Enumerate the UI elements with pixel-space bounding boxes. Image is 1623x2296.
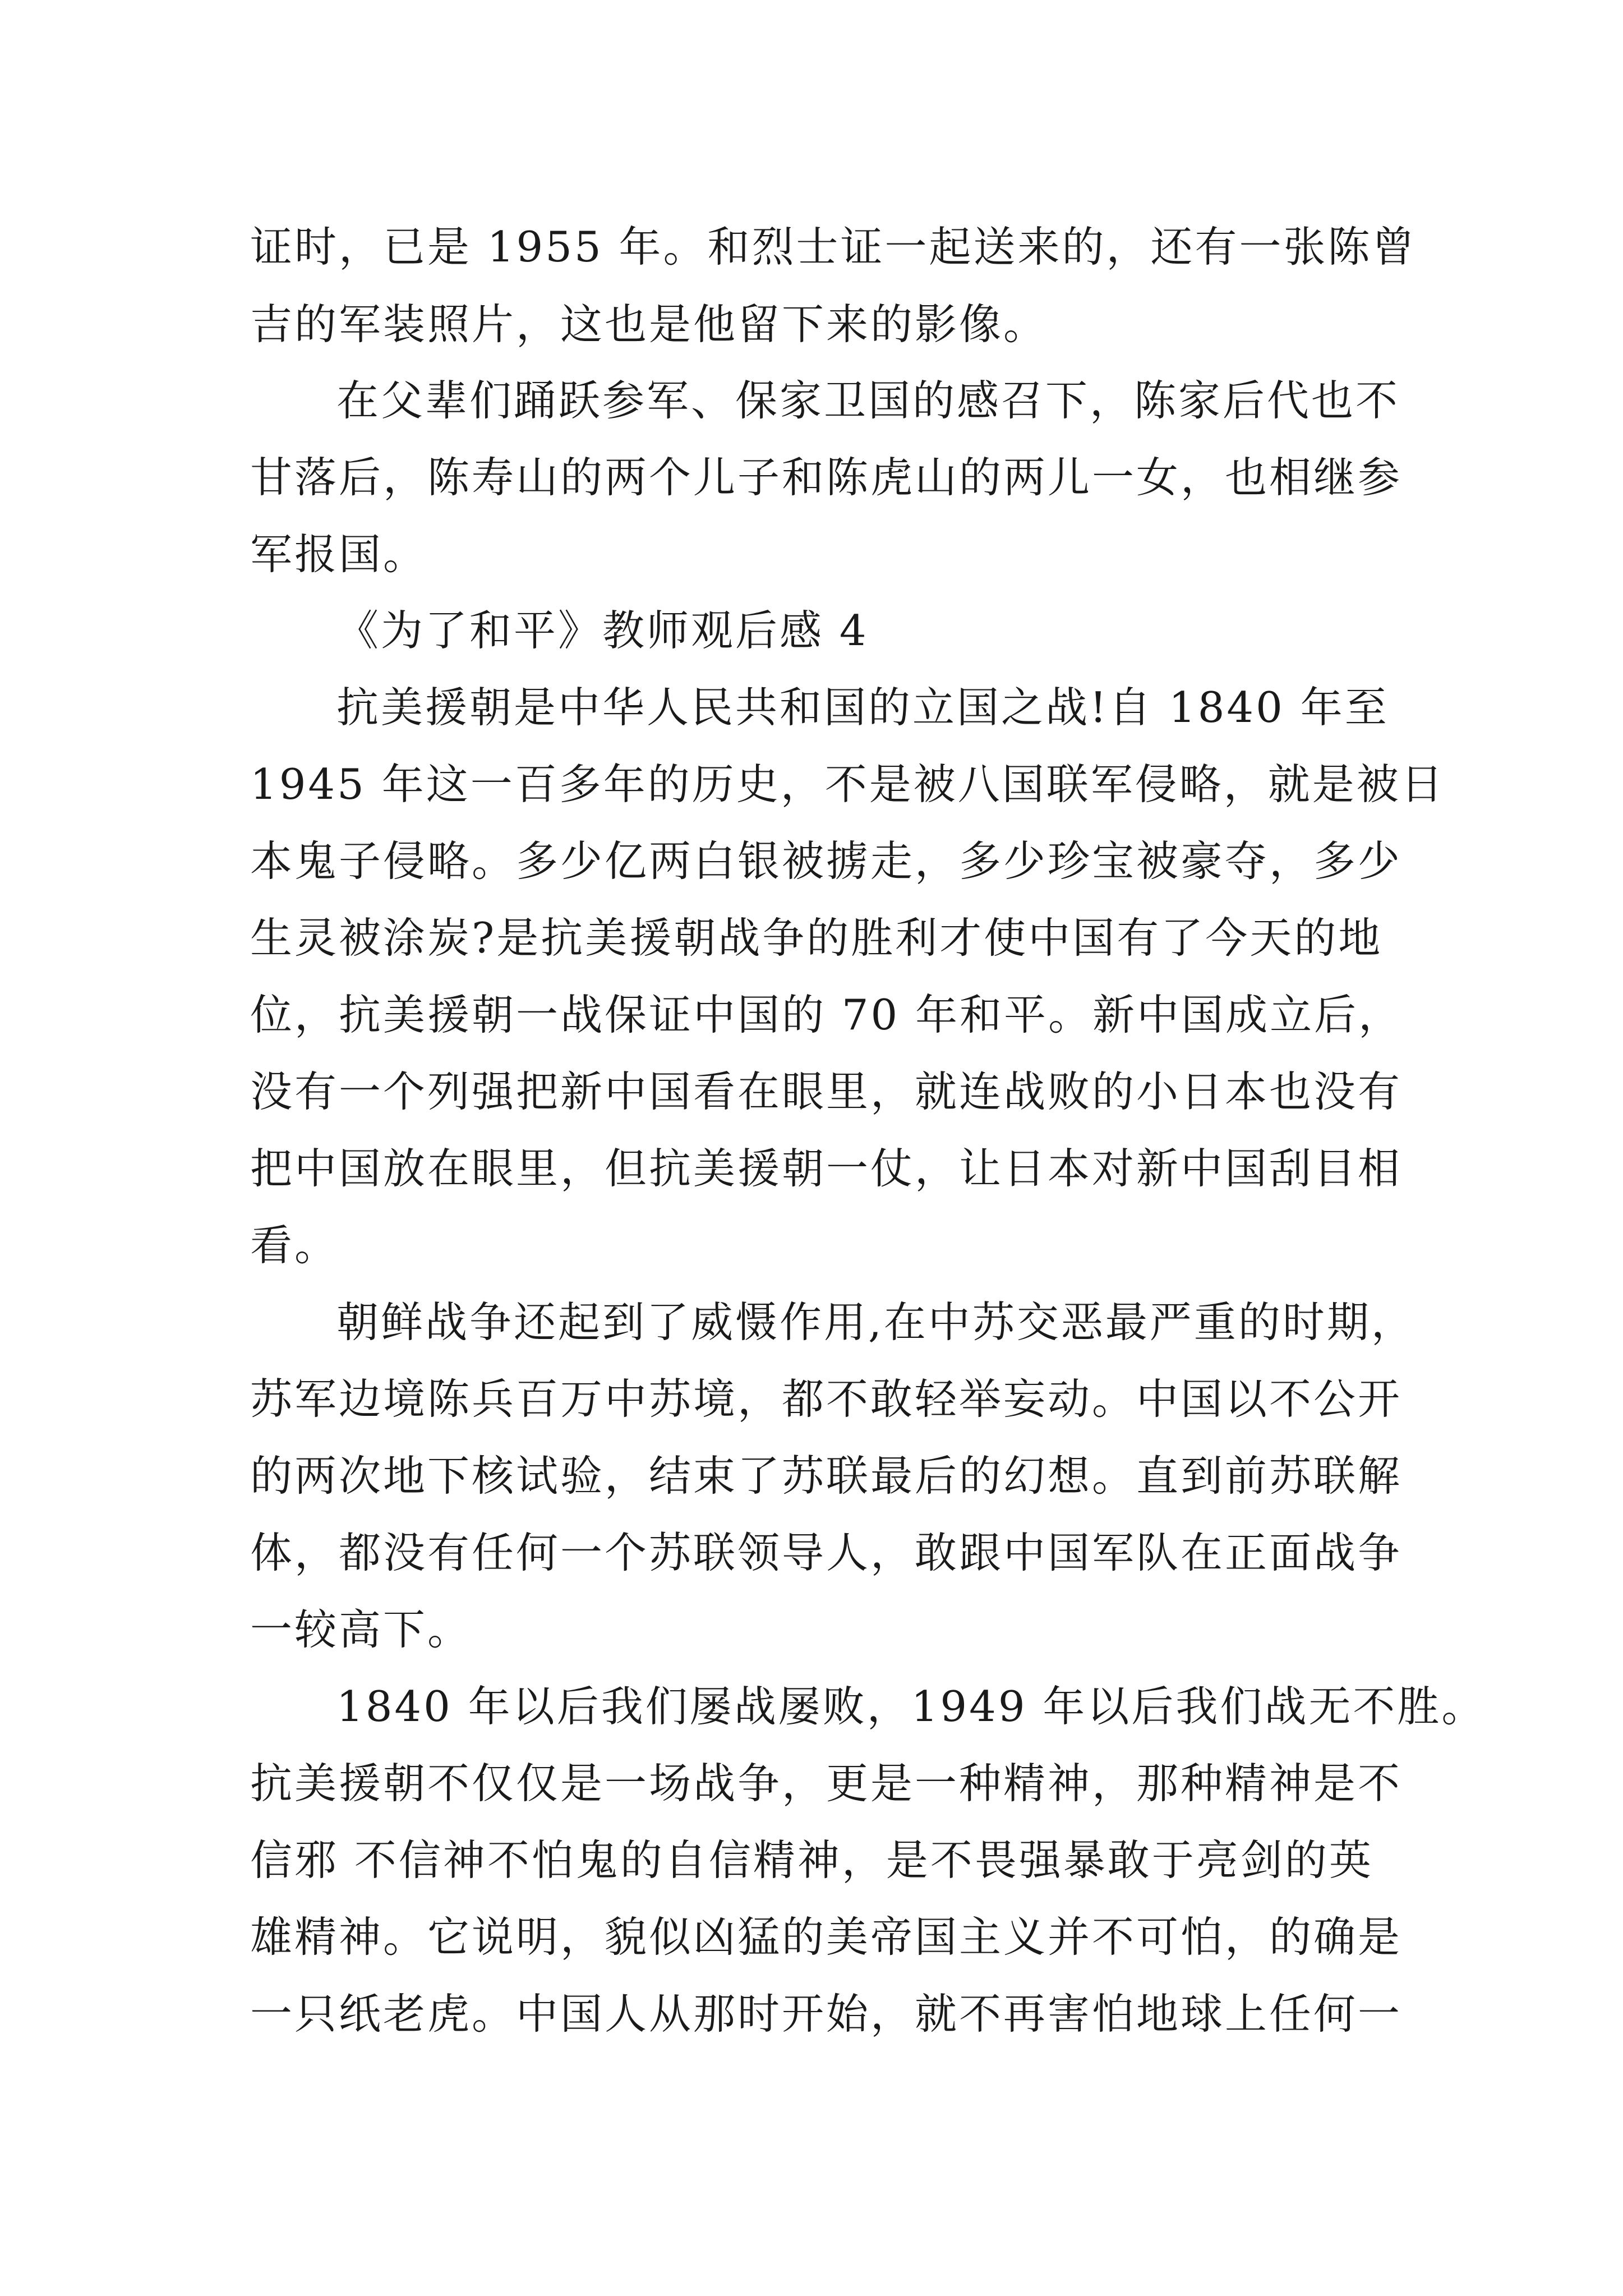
- text-line: 看。: [250, 1221, 339, 1270]
- text-line: 抗美援朝是中华人民共和国的立国之战!自 1840 年至: [336, 683, 1389, 732]
- text-line: 苏军边境陈兵百万中苏境，都不敢轻举妄动。中国以不公开: [250, 1374, 1403, 1424]
- text-line: 甘落后，陈寿山的两个儿子和陈虎山的两儿一女，也相继参: [250, 453, 1403, 502]
- text-line: 信邪 不信神不怕鬼的自信精神，是不畏强暴敢于亮剑的英: [250, 1835, 1373, 1885]
- text-line: 本鬼子侵略。多少亿两白银被掳走，多少珍宝被豪夺，多少: [250, 836, 1403, 886]
- text-line: 雄精神。它说明，貌似凶猛的美帝国主义并不可怕，的确是: [250, 1912, 1403, 1962]
- text-line: 军报国。: [250, 530, 428, 579]
- text-line: 把中国放在眼里，但抗美援朝一仗，让日本对新中国刮目相: [250, 1144, 1403, 1193]
- text-line: 生灵被涂炭?是抗美援朝战争的胜利才使中国有了今天的地: [250, 913, 1383, 963]
- text-line: 在父辈们踊跃参军、保家卫国的感召下，陈家后代也不: [336, 376, 1400, 425]
- text-line: 抗美援朝不仅仅是一场战争，更是一种精神，那种精神是不: [250, 1759, 1403, 1808]
- text-line: 没有一个列强把新中国看在眼里，就连战败的小日本也没有: [250, 1067, 1403, 1116]
- text-line: 一只纸老虎。中国人从那时开始，就不再害怕地球上任何一: [250, 1989, 1403, 2039]
- text-line: 朝鲜战争还起到了威慑作用,在中苏交恶最严重的时期，: [336, 1297, 1415, 1347]
- text-line: 证时，已是 1955 年。和烈士证一起送来的，还有一张陈曾: [250, 222, 1417, 272]
- text-line: 体，都没有任何一个苏联领导人，敢跟中国军队在正面战争: [250, 1528, 1403, 1577]
- text-line: 的两次地下核试验，结束了苏联最后的幻想。直到前苏联解: [250, 1451, 1403, 1501]
- section-heading: 《为了和平》教师观后感 4: [336, 606, 869, 655]
- text-line: 吉的军装照片，这也是他留下来的影像。: [250, 300, 1048, 349]
- text-line: 一较高下。: [250, 1605, 472, 1654]
- text-line: 位，抗美援朝一战保证中国的 70 年和平。新中国成立后，: [250, 990, 1403, 1039]
- text-line: 1945 年这一百多年的历史，不是被八国联军侵略，就是被日: [250, 760, 1445, 809]
- text-line: 1840 年以后我们屡战屡败，1949 年以后我们战无不胜。: [336, 1682, 1486, 1731]
